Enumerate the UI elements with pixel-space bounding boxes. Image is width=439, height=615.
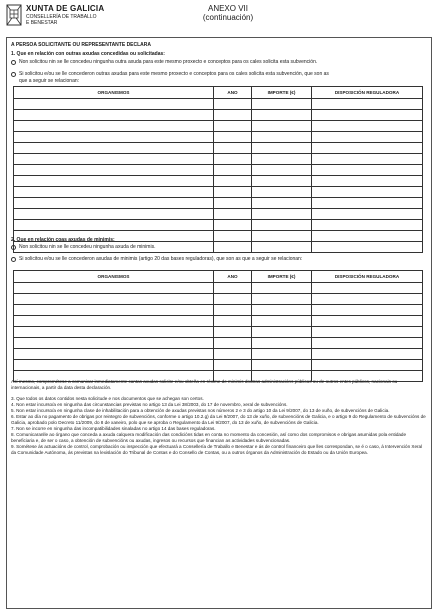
table-row[interactable] [14,220,423,231]
q1-option-no-label: Non solicitou nin se lle concedeu ningunha outra axuda para este mesmo proxecto e conceptos para os cales solicita esta subvención. [19,59,318,65]
table-row[interactable] [14,154,423,165]
declaration-list [11,396,427,456]
annex-subtitle: (continuación) [202,13,254,22]
col-organismos: ORGANISMOS [14,87,214,99]
table-row[interactable] [14,360,423,371]
table-row[interactable] [14,99,423,110]
declaration-item: 3. Que todos os datos contidos nesta solicitude e nos documentos que se achegan son certos. [11,396,204,401]
table-row[interactable] [14,209,423,220]
table-row[interactable] [14,338,423,349]
col-ano: ANO [214,271,252,283]
declaration-item: 5. Non estar incurso/a en ningunha clase de inhabilitación para a obtención de axudas previstas nos números 2 e 3 do artigo 10 da Lei 9/2007, do 13 de xuño, de subvencións de Galicia. [11,408,390,413]
xunta-logo-icon [6,4,22,28]
col-importe: IMPORTE (€) [252,271,312,283]
table-row[interactable] [14,176,423,187]
radio-q2-no[interactable] [11,245,16,250]
radio-q1-no[interactable] [11,60,16,65]
table-row[interactable] [14,198,423,209]
radio-q1-yes[interactable] [11,72,16,77]
q1-option-yes-label-cont: que a seguir se relacionan: [19,78,80,84]
table-row[interactable] [14,316,423,327]
table-row[interactable] [14,143,423,154]
col-disposicion: DISPOSICIÓN REGULADORA [312,271,423,283]
table-row[interactable] [14,283,423,294]
logo-sub-line1: CONSELLERÍA DE TRABALLO [26,14,97,20]
declaration-item: 7. Non se incorre en ningunha das incompatibilidades sinaladas no artigo 14 das bases reguladoras. [11,426,216,431]
table-row[interactable] [14,121,423,132]
logo-sub-line2: E BENESTAR [26,20,58,26]
q2-option-yes-label: Si solicitou e/ou se lle concederon axudas de minimis (artigo 20 das bases reguladoras), que son as que a seguir se relacionan: [19,256,303,262]
col-disposicion: DISPOSICIÓN REGULADORA [312,87,423,99]
declaration-item: 9. Sométese ás actuacións de control, comprobación ou inspección que efectuará a Consellería de Traballo e Benestar e ás de control financeiro que lles correspondan, se é o caso, á Intervención Xeral da Comunidade Autónoma, ás previstas na lexislación do Tribunal de Contas e do Consello de Contas, ou a outros órganos da Administración do Estado ou da Unión Europea. [11,444,423,455]
logo-subtitle [26,14,97,26]
commitment-paragraph: Así mesmo, comprométese a comunicar inmediatamente cantas axudas solicite e/ou obteña en réxime de minimis doutras administracións públicas ou de outros entes públicos, nacionais ou internacionais, a partir da data desta declaración. [11,379,398,390]
col-importe: IMPORTE (€) [252,87,312,99]
annex-label [188,4,268,22]
q2-option-no-label: Non solicitou nin se lle concedeu ningunha axuda de minimis. [19,244,156,250]
annex-title: ANEXO VII [207,4,248,13]
table-header-row [14,271,423,283]
declaration-frame [6,37,432,609]
table-row[interactable] [14,187,423,198]
q1-option-yes-label: Si solicitou e/ou se lle concederon outras axudas para este mesmo proxecto e conceptos para os cales solicita esta subvención, que son as [19,71,329,77]
question-1-title: 1. Que en relación con outras axudas concedidas ou solicitadas: [11,51,165,57]
page-header [6,4,434,32]
declaration-item: 4. Non estar incurso/a en ningunha das circunstancias previstas no artigo 13 da Lei 38/2003, do 17 de novembro, xeral de subvencións. [11,402,288,407]
aid-table-2 [13,270,423,382]
col-ano: ANO [214,87,252,99]
table-row[interactable] [14,132,423,143]
declaration-item: 6. Estar ao día no pagamento de obrigas por reintegro de subvencións, conforme o artigo 10.2.g) da Lei 9/2007, do 13 de xuño, de subvencións de Galicia, e o artigo 9 do Regulamento de subvencións de Galicia, aprobado polo Decreto 11/2009, do 8 de xaneiro, polo que se aproba o Regulamento da Lei 9/2007, do 13 de xuño, de subvencións de Galicia. [11,414,426,425]
table-header-row [14,87,423,99]
question-2-title: 2. Que en relación coas axudas de minimis: [11,237,115,243]
radio-q2-yes[interactable] [11,257,16,262]
table-row[interactable] [14,305,423,316]
col-organismos: ORGANISMOS [14,271,214,283]
table-row[interactable] [14,294,423,305]
logo-title: XUNTA DE GALICIA [26,4,105,13]
table-row[interactable] [14,327,423,338]
section-title: A PERSOA SOLICITANTE OU REPRESENTANTE DECLARA [11,42,152,48]
table-row[interactable] [14,110,423,121]
table-row[interactable] [14,165,423,176]
table-row[interactable] [14,349,423,360]
declaration-item: 8. Comunicaranlle ao órgano que conceda a axuda calquera modificación das condicións tidas en conta no momento da concesión, así como dos compromisos e obrigas asumidas pola entidade beneficiaria e, de ser o caso, a obtención de subvencións ou axudas, ingresos ou recursos que financian as actividades subvencionadas. [11,432,407,443]
aid-table-1 [13,86,423,253]
